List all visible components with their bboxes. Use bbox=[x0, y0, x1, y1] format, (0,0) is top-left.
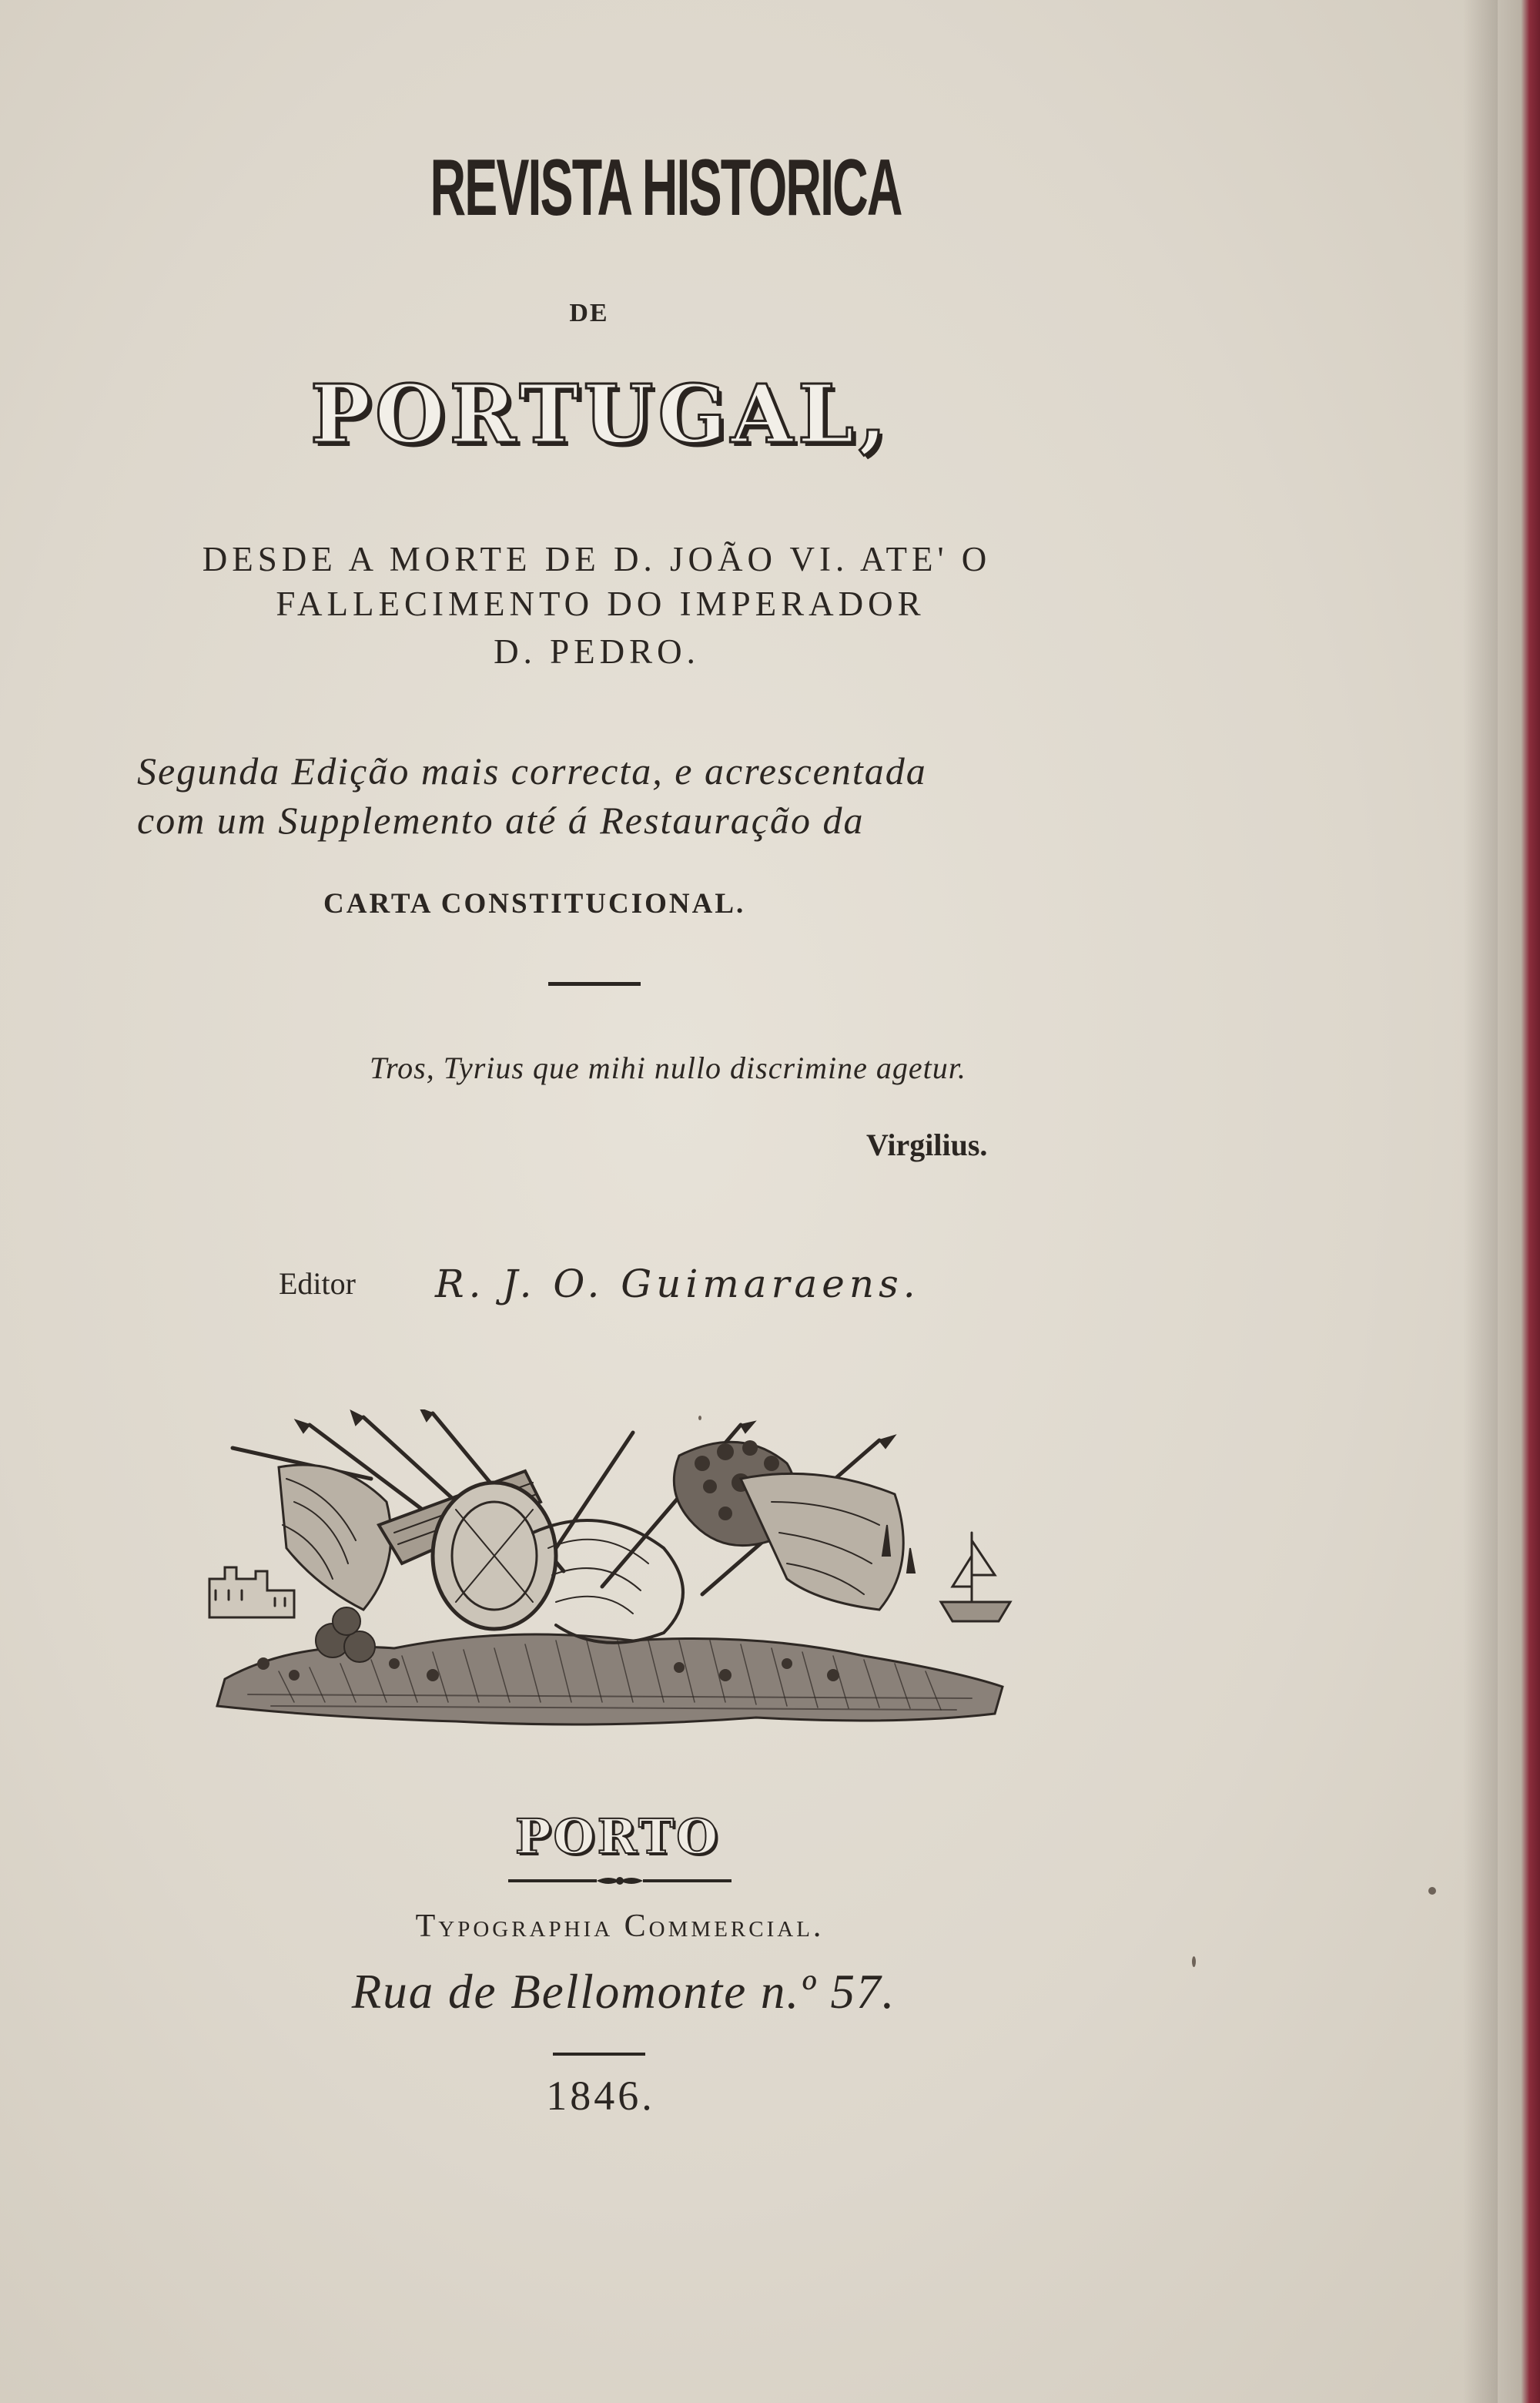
title-line-2: PORTUGAL, bbox=[310, 367, 892, 461]
editor-label: Editor bbox=[279, 1266, 356, 1301]
imprint-address: Rua de Bellomonte n.º 57. bbox=[351, 1965, 896, 2019]
paper-speck bbox=[698, 1416, 701, 1420]
imprint-printer: Typographia Commercial. bbox=[415, 1909, 825, 1944]
imprint-place: PORTO bbox=[514, 1808, 721, 1865]
page-gutter-shadow bbox=[1463, 0, 1498, 2403]
subtitle-line-1: DESDE A MORTE DE D. JOÃO VI. ATE' O bbox=[202, 540, 992, 578]
edition-line-1: Segunda Edição mais correcta, e acrescentada bbox=[137, 749, 927, 793]
carta-heading: CARTA CONSTITUCIONAL. bbox=[323, 888, 746, 920]
editor-signature: R. J. O. Guimaraens. bbox=[435, 1262, 920, 1306]
imprint-year: 1846. bbox=[546, 2073, 655, 2119]
title-connector: DE bbox=[569, 299, 609, 327]
edition-line-2: com um Supplemento até á Restauração da bbox=[137, 799, 865, 842]
title-line-1: REVISTA HISTORICA bbox=[430, 143, 902, 233]
paper-speck bbox=[1428, 1887, 1436, 1895]
epigraph: Tros, Tyrius que mihi nullo discrimine agetur. bbox=[370, 1051, 966, 1085]
divider-rule bbox=[553, 2053, 645, 2056]
paper-speck bbox=[1192, 1956, 1196, 1967]
engraved-vignette-image bbox=[202, 1409, 1018, 1733]
epigraph-author: Virgilius. bbox=[866, 1128, 988, 1162]
ornamental-rule bbox=[504, 1873, 735, 1889]
subtitle-line-2: FALLECIMENTO DO IMPERADOR bbox=[276, 585, 926, 623]
subtitle-line-3: D. PEDRO. bbox=[494, 632, 700, 671]
divider-rule bbox=[548, 982, 641, 986]
binding-edge bbox=[1498, 0, 1540, 2403]
